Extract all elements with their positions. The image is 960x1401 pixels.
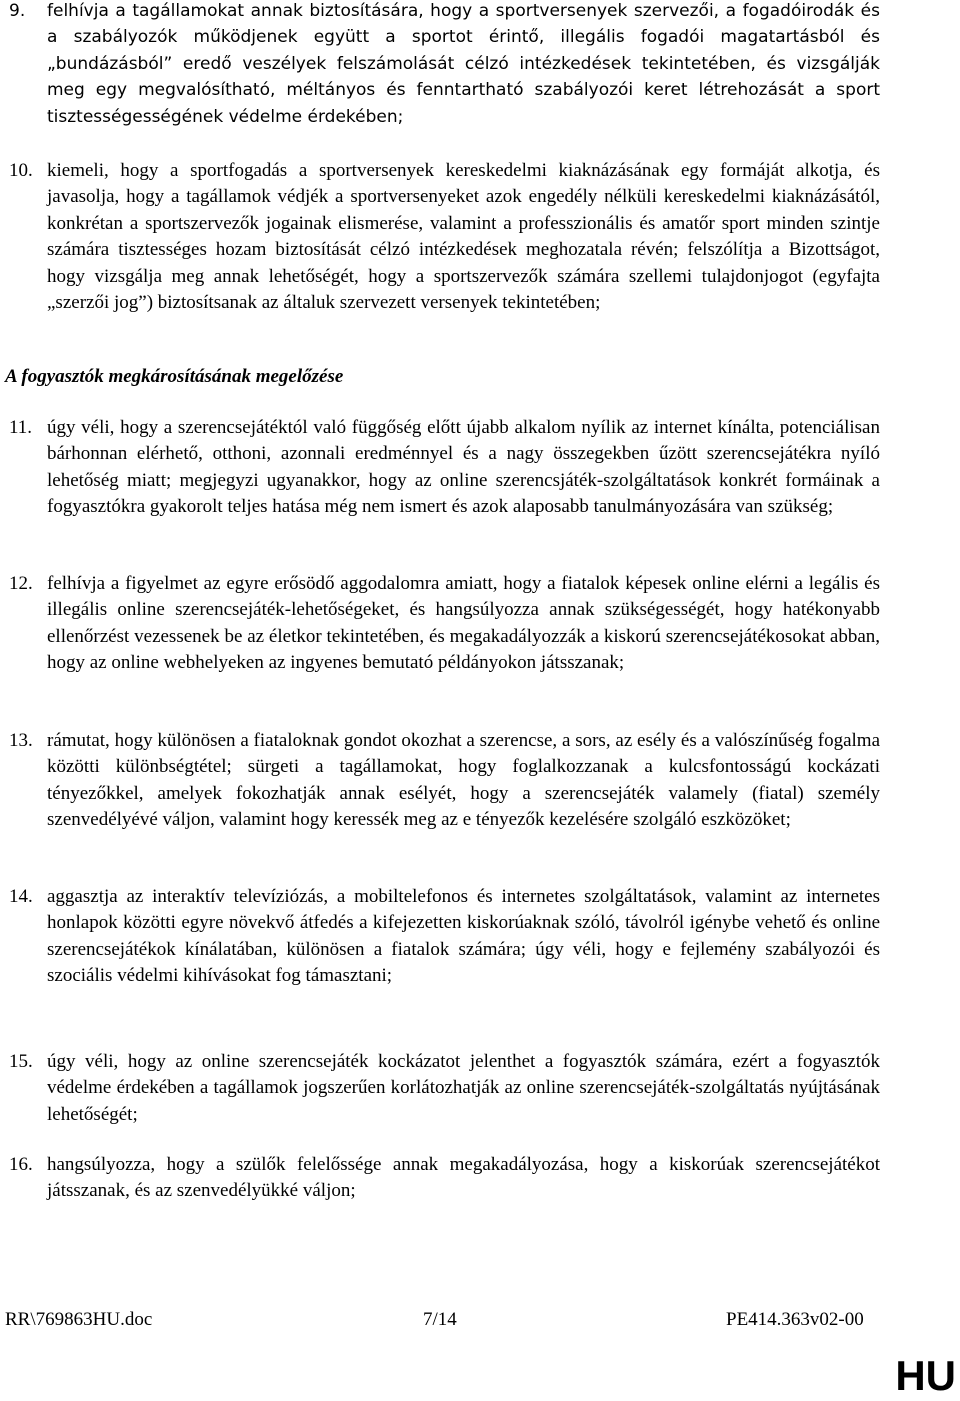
paragraph-16 — [9, 1152, 880, 1205]
paragraph-number: 10. — [9, 160, 33, 181]
paragraph-text: hangsúlyozza, hogy a szülők felelőssége annak megakadályozása, hogy a kiskorúak szerencsejátékot játsszanak, és az szenvedélyükké váljon; — [47, 1154, 880, 1202]
paragraph-text: rámutat, hogy különösen a fiataloknak gondot okozhat a szerencse, a sors, az esély és a valószínűség fogalma közötti különbségtétel; sürgeti a tagállamokat, hogy foglalkozzanak a kulcsfontosságú kockázati tényezőkkel, amelyek fokozhatják annak esélyét, hogy a szerencsejáték valamely (fiatal) személy szenvedélyévé váljon, valamint hogy keressék meg az e tényezők kezelésére szolgáló eszközöket; — [47, 730, 880, 831]
footer-pe-ref: PE414.363v02-00 — [726, 1309, 864, 1330]
paragraph-text: felhívja a figyelmet az egyre erősödő aggodalomra amiatt, hogy a fiatalok képesek online elérni a legális és illegális online szerencsejáték-lehetőségeket, és hangsúlyozza annak szükségességét, hogy hatékonyabb ellenőrzést vezessenek be az életkor tekintetében, és megakadályozzák a kiskorú szerencsejátékosokat abban, hogy az online webhelyeken az ingyenes bemutató példányokon játsszanak; — [47, 573, 880, 674]
section-heading: A fogyasztók megkárosításának megelőzése — [5, 366, 344, 387]
paragraph-text: aggasztja az interaktív televíziózás, a mobiltelefonos és internetes szolgáltatások, valamint az internetes honlapok közötti egyre növekvő átfedés a kifejezetten kiskorúaknak szóló, távolról igénybe vehető és online szerencsejátékok kínálatában, különösen a fiatalok számára; úgy véli, hogy e fejlemény szabályozói és szociális védelmi kihívásokat fog támasztani; — [47, 886, 880, 987]
paragraph-11 — [9, 415, 880, 521]
paragraph-9 — [9, 0, 880, 130]
paragraph-number: 12. — [9, 573, 33, 594]
paragraph-text: felhívja a tagállamokat annak biztosítására, hogy a sportversenyek szervezői, a fogadóirodák és a szabályozók működjenek együtt a sportot érintő, illegális fogadói magatartásból és „bundázásból” eredő veszélyek felszámolását célzó intézkedések tekintetében, és vizsgálják meg egy megvalósítható, méltányos és fenntartható szabályozói keret létrehozását a sport tisztességességének védelme érdekében; — [47, 1, 880, 127]
paragraph-number: 9. — [9, 1, 26, 21]
paragraph-text: úgy véli, hogy a szerencsejátéktól való függőség előtt újabb alkalom nyílik az internet kínálta, potenciálisan bárhonnan elérhető, otthoni, azonnali eredménnyel és a nagy összegekben űzött szerencsejátékra nyíló lehetőség miatt; megjegyzi ugyanakkor, hogy az online szerencsjáték-szolgáltatások konkrét formáinak a fogyasztókra gyakorolt teljes hatása még nem ismert és azok alaposabb tanulmányozására van szükség; — [47, 417, 880, 518]
paragraph-number: 15. — [9, 1051, 33, 1072]
paragraph-number: 11. — [9, 417, 33, 438]
paragraph-text: úgy véli, hogy az online szerencsejáték kockázatot jelenthet a fogyasztók számára, ezért a fogyasztók védelme érdekében a tagállamok jogszerűen korlátozhatják az online szerencsejáték-szolgáltatás nyújtásának lehetőségét; — [47, 1051, 880, 1125]
footer-doc-ref: RR\769863HU.doc — [5, 1309, 153, 1330]
footer-page-number: 7/14 — [423, 1309, 457, 1330]
paragraph-number: 16. — [9, 1154, 33, 1175]
paragraph-10 — [9, 158, 880, 316]
language-code: HU — [895, 1352, 956, 1399]
paragraph-number: 14. — [9, 886, 33, 907]
paragraph-14 — [9, 884, 880, 990]
paragraph-number: 13. — [9, 730, 33, 751]
paragraph-13 — [9, 728, 880, 834]
paragraph-15 — [9, 1049, 880, 1128]
paragraph-text: kiemeli, hogy a sportfogadás a sportversenyek kereskedelmi kiaknázásának egy formáját alkotja, és javasolja, hogy a tagállamok védjék a sportversenyeket azok engedély nélküli kereskedelmi kiaknázásától, konkrétan a sportszervezők jogainak elismerése, valamint a professzionális és amatőr sport minden szintje számára tisztességes hozam biztosítását célzó intézkedések meghozatala révén; felszólítja a Bizottságot, hogy vizsgálja meg annak lehetőségét, hogy a sportszervezők számára szellemi tulajdonjogot (egyfajta „szerzői jog”) biztosítsanak az általuk szervezett versenyek tekintetében; — [47, 160, 880, 314]
paragraph-12 — [9, 571, 880, 677]
